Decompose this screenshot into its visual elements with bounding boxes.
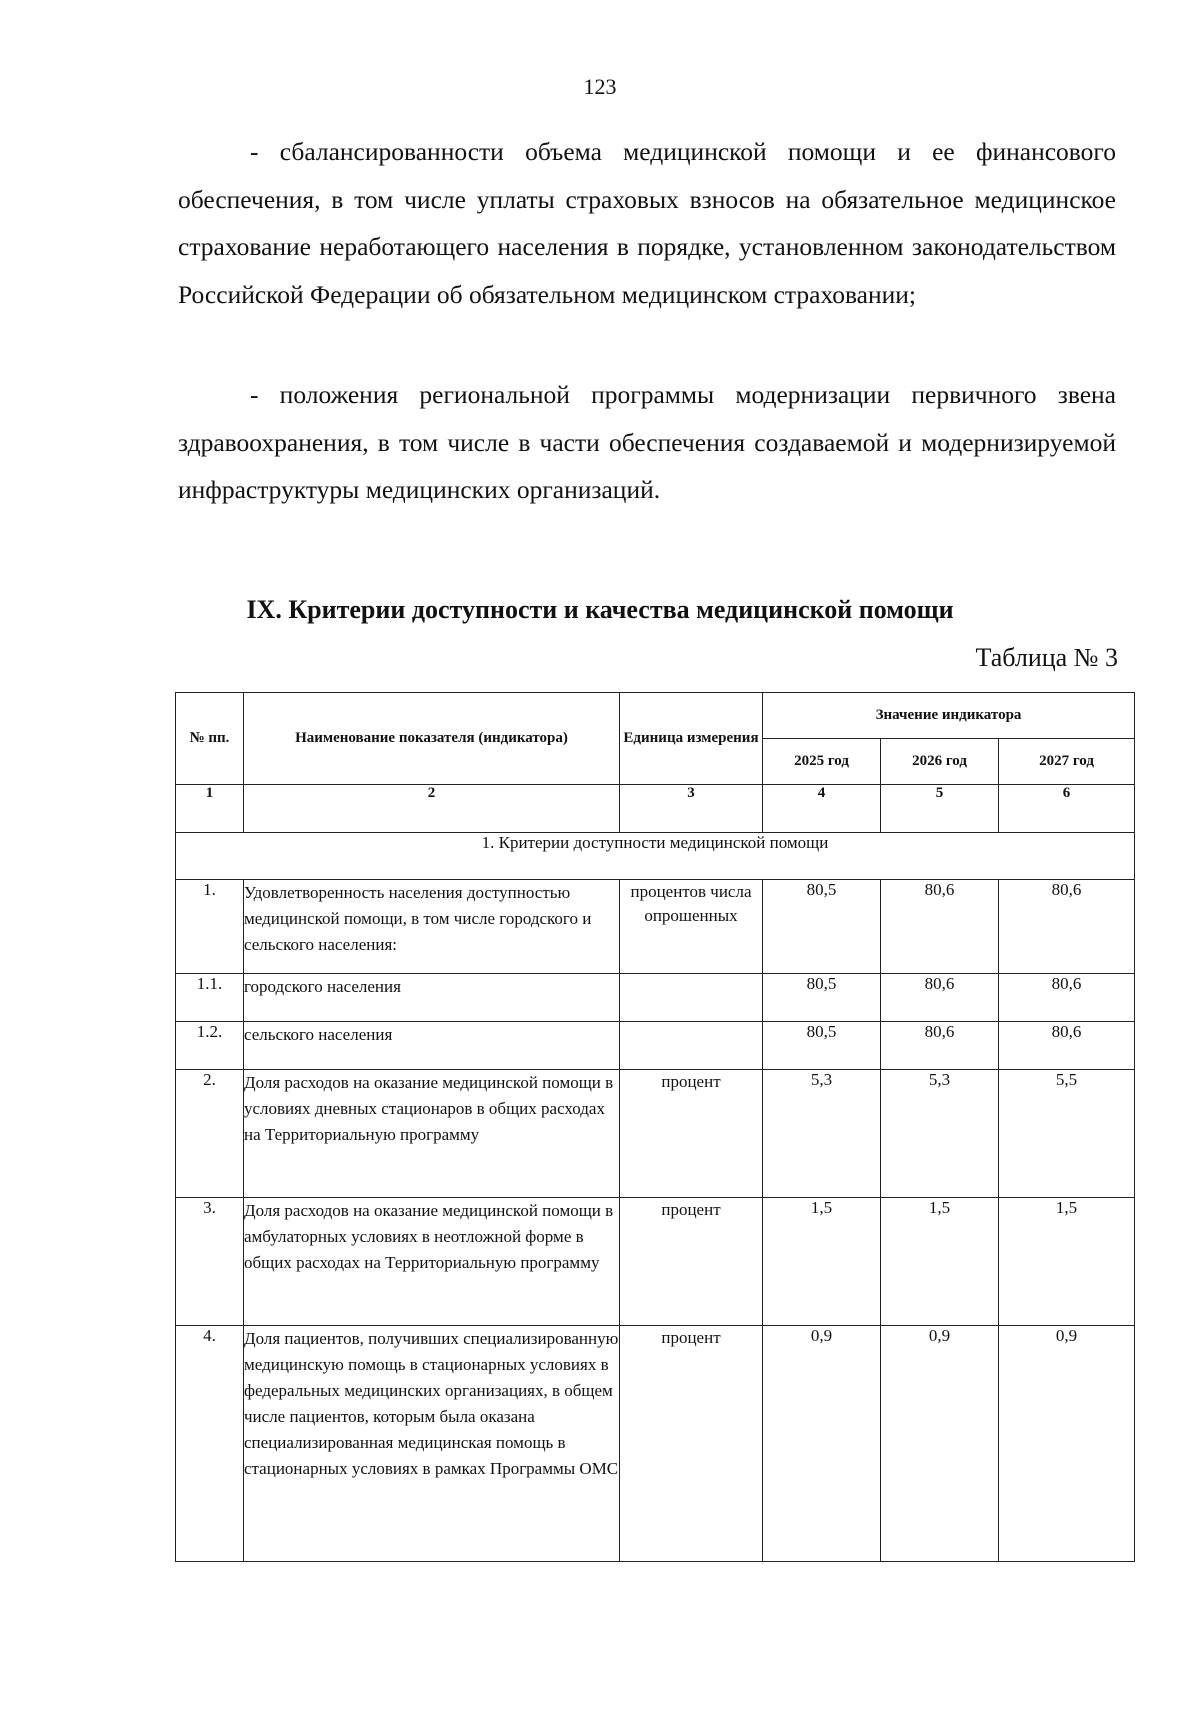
section-title: IX. Критерии доступности и качества медицинской помощи xyxy=(246,595,954,624)
header-year-2026: 2026 год xyxy=(881,739,999,785)
row-unit xyxy=(620,974,763,1022)
row-unit xyxy=(620,1022,763,1070)
table-row xyxy=(176,974,1135,1022)
paragraph-text: - сбалансированности объема медицинской помощи и ее финансового обеспечения, в том числе уплаты страховых взносов на обязательное медицинское страхование неработающего населения в порядке, установленном законодательством Российской Федерации об обязательном медицинском страховании; xyxy=(178,137,1116,309)
header-value-group: Значение индикатора xyxy=(763,693,1135,739)
paragraph-balance xyxy=(178,128,1116,318)
column-number-row xyxy=(176,785,1135,833)
row-num: 1.1. xyxy=(176,974,244,1022)
column-number: 5 xyxy=(881,785,999,833)
table-row xyxy=(176,880,1135,974)
table-row xyxy=(176,1070,1135,1198)
table-row xyxy=(176,1326,1135,1562)
row-value-2025: 0,9 xyxy=(763,1326,881,1562)
header-num: № пп. xyxy=(176,693,244,785)
row-value-2025: 80,5 xyxy=(763,974,881,1022)
row-value-2027: 5,5 xyxy=(999,1070,1135,1198)
table-row xyxy=(176,1022,1135,1070)
row-value-2027: 80,6 xyxy=(999,880,1135,974)
paragraph-text: - положения региональной программы модернизации первичного звена здравоохранения, в том числе в части обеспечения создаваемой и модернизируемой инфраструктуры медицинских организаций. xyxy=(178,380,1116,504)
row-value-2026: 80,6 xyxy=(881,974,999,1022)
row-name: городского населения xyxy=(244,974,620,1022)
row-value-2025: 80,5 xyxy=(763,880,881,974)
row-name: Удовлетворенность населения доступностью медицинской помощи, в том числе городского и сельского населения: xyxy=(244,880,620,974)
row-num: 4. xyxy=(176,1326,244,1562)
row-num: 1. xyxy=(176,880,244,974)
row-name: Доля пациентов, получивших специализированную медицинскую помощь в стационарных условиях в федеральных медицинских организациях, в общем числе пациентов, которым была оказана специализированная медицинская помощь в стационарных условиях в рамках Программы ОМС xyxy=(244,1326,620,1562)
row-unit: процент xyxy=(620,1198,763,1326)
row-value-2025: 5,3 xyxy=(763,1070,881,1198)
header-name: Наименование показателя (индикатора) xyxy=(244,693,620,785)
table-row xyxy=(176,1198,1135,1326)
row-value-2026: 5,3 xyxy=(881,1070,999,1198)
row-value-2027: 80,6 xyxy=(999,1022,1135,1070)
row-name: Доля расходов на оказание медицинской помощи в амбулаторных условиях в неотложной форме в общих расходах на Территориальную программу xyxy=(244,1198,620,1326)
column-number: 2 xyxy=(244,785,620,833)
row-unit: процент xyxy=(620,1326,763,1562)
header-unit: Единица измерения xyxy=(620,693,763,785)
row-value-2026: 0,9 xyxy=(881,1326,999,1562)
row-value-2026: 80,6 xyxy=(881,1022,999,1070)
column-number: 1 xyxy=(176,785,244,833)
row-num: 1.2. xyxy=(176,1022,244,1070)
paragraph-modernization xyxy=(178,371,1116,514)
row-name: сельского населения xyxy=(244,1022,620,1070)
column-number: 4 xyxy=(763,785,881,833)
row-num: 2. xyxy=(176,1070,244,1198)
row-num: 3. xyxy=(176,1198,244,1326)
row-value-2027: 1,5 xyxy=(999,1198,1135,1326)
table-caption: Таблица № 3 xyxy=(975,643,1118,672)
page-number: 123 xyxy=(583,74,617,99)
row-value-2026: 80,6 xyxy=(881,880,999,974)
section-heading-row xyxy=(176,833,1135,880)
row-value-2025: 1,5 xyxy=(763,1198,881,1326)
column-number: 6 xyxy=(999,785,1135,833)
row-value-2027: 80,6 xyxy=(999,974,1135,1022)
row-unit: процент xyxy=(620,1070,763,1198)
row-name: Доля расходов на оказание медицинской помощи в условиях дневных стационаров в общих расходах на Территориальную программу xyxy=(244,1070,620,1198)
header-year-2025: 2025 год xyxy=(763,739,881,785)
column-number: 3 xyxy=(620,785,763,833)
row-value-2027: 0,9 xyxy=(999,1326,1135,1562)
row-value-2025: 80,5 xyxy=(763,1022,881,1070)
header-year-2027: 2027 год xyxy=(999,739,1135,785)
row-value-2026: 1,5 xyxy=(881,1198,999,1326)
indicators-table xyxy=(175,692,1135,1562)
row-unit: процентов числа опрошенных xyxy=(620,880,763,974)
section-heading: 1. Критерии доступности медицинской помощи xyxy=(176,833,1135,880)
